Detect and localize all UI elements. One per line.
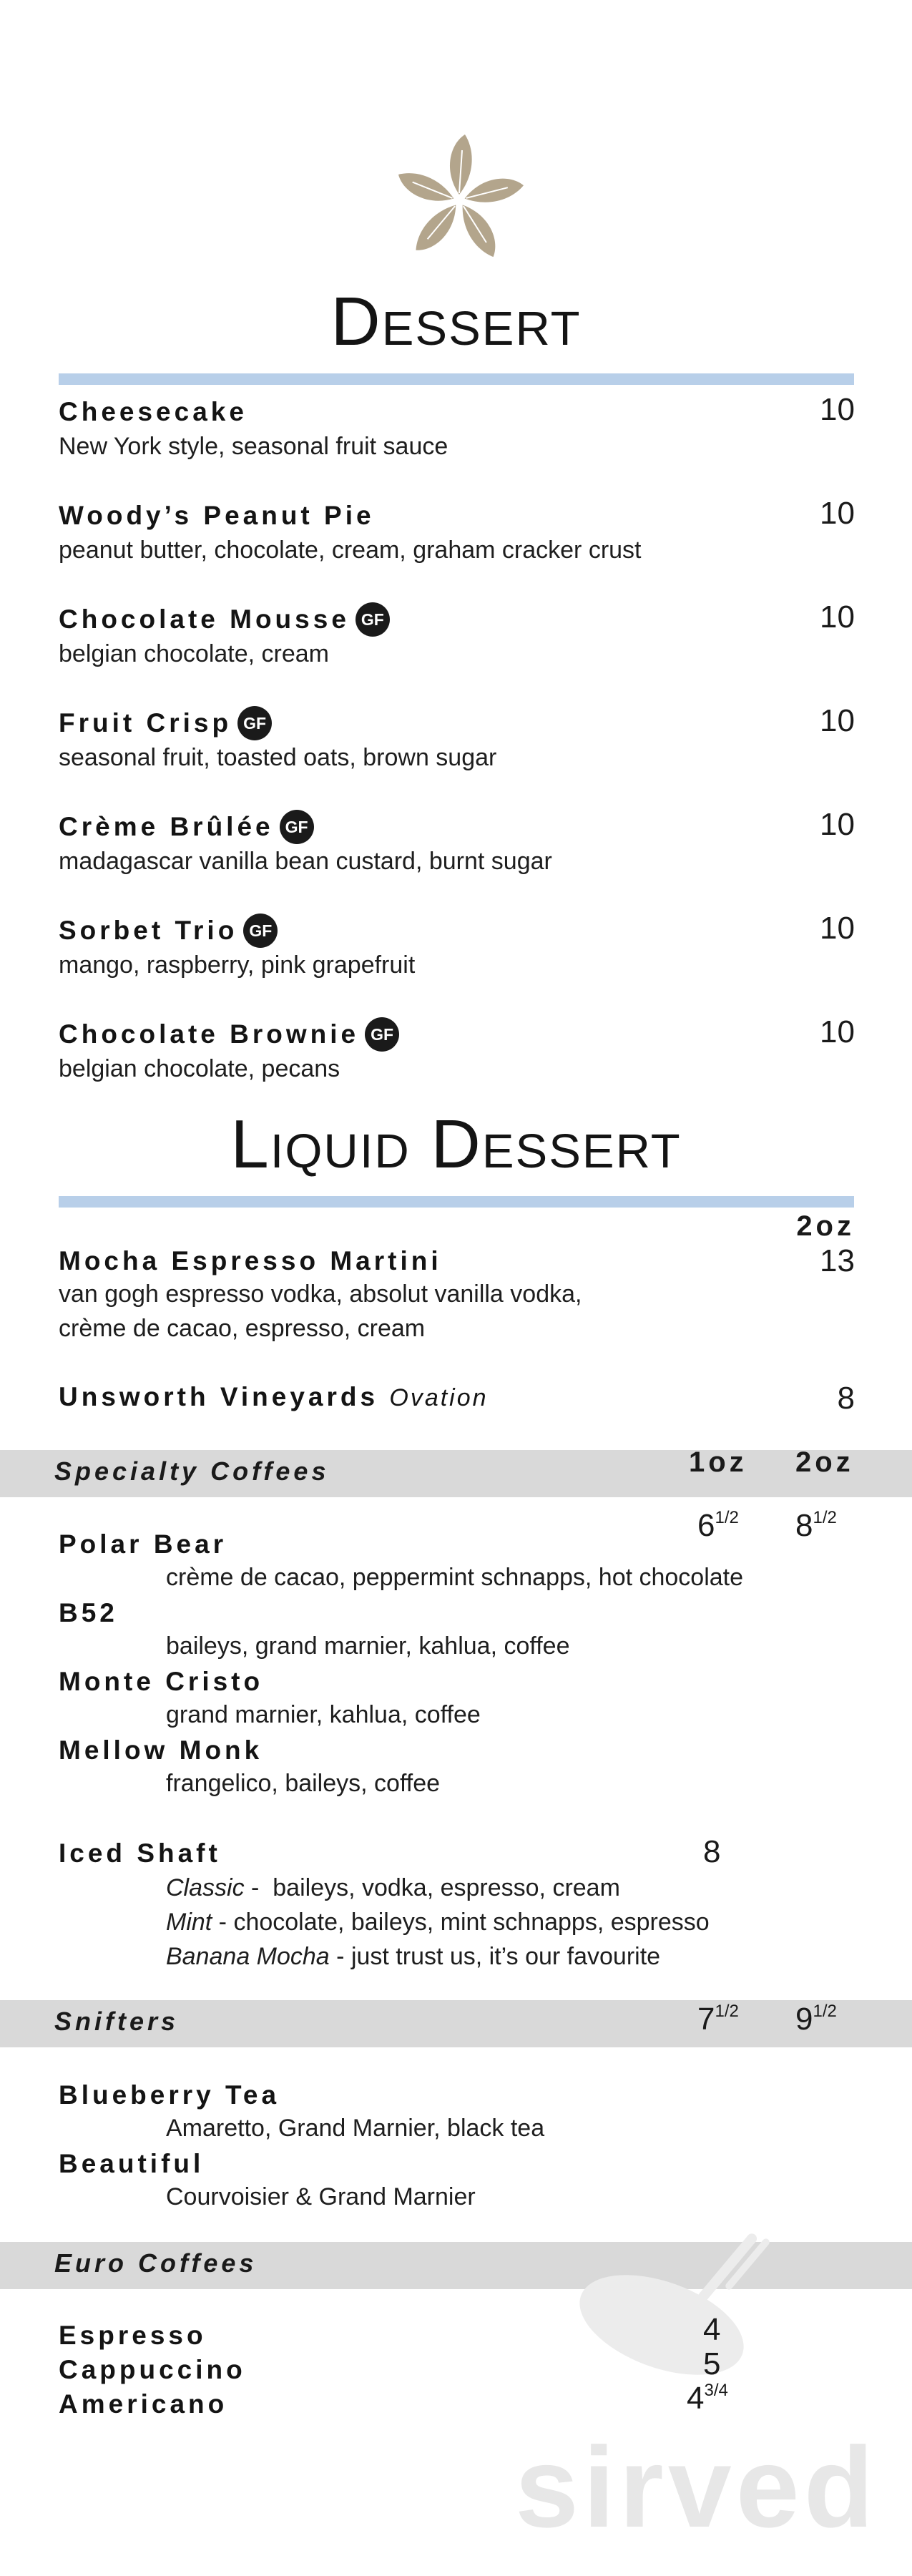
price-whole: 7 xyxy=(697,2002,715,2037)
specialty-coffees-label: Specialty Coffees xyxy=(54,1456,330,1486)
item-desc-mousse: belgian chocolate, cream xyxy=(59,640,330,667)
snifters-price-2oz xyxy=(795,2002,837,2037)
item-name-cappuccino: Cappuccino xyxy=(59,2355,246,2384)
item-row-unsworth xyxy=(59,1382,489,1412)
item-price-cheesecake: 10 xyxy=(820,392,855,427)
price-fraction: 1/2 xyxy=(813,1508,837,1527)
item-desc-martini-line1: van gogh espresso vodka, absolut vanilla vodka, xyxy=(59,1280,582,1308)
item-name-mousse: Chocolate Mousse xyxy=(59,604,350,634)
item-price-mousse: 10 xyxy=(820,599,855,635)
item-price-iced-shaft: 8 xyxy=(703,1834,721,1869)
item-row-brownie xyxy=(59,1017,399,1052)
price-fraction: 1/2 xyxy=(715,1508,739,1527)
variant-desc: baileys, vodka, espresso, cream xyxy=(273,1874,620,1901)
item-desc-martini-line2: crème de cacao, espresso, cream xyxy=(59,1315,426,1342)
liquid-dessert-rule xyxy=(59,1196,854,1208)
item-name-unsworth: Unsworth Vineyards xyxy=(59,1382,379,1411)
variant-desc: just trust us, it’s our favourite xyxy=(350,1943,661,1970)
col-header-2oz: 2oz xyxy=(795,1446,854,1478)
liquid-size-header: 2oz xyxy=(796,1210,855,1242)
item-desc-peanut-pie: peanut butter, chocolate, cream, graham cracker crust xyxy=(59,537,642,564)
item-desc-brownie: belgian chocolate, pecans xyxy=(59,1055,340,1082)
col-header-1oz: 1oz xyxy=(689,1446,747,1478)
price-fraction: 1/2 xyxy=(813,2002,837,2021)
item-name-cheesecake: Cheesecake xyxy=(59,397,247,426)
item-price-peanut-pie: 10 xyxy=(820,496,855,531)
variant-sep: - xyxy=(244,1874,273,1901)
item-name-polar-bear: Polar Bear xyxy=(59,1529,227,1559)
iced-variant-mint xyxy=(166,1909,710,1936)
gluten-free-badge: GF xyxy=(280,810,314,844)
item-desc-blueberry-tea: Amaretto, Grand Marnier, black tea xyxy=(166,2115,545,2142)
item-price-americano xyxy=(687,2381,728,2416)
item-desc-polar-bear: crème de cacao, peppermint schnapps, hot chocolate xyxy=(166,1564,744,1591)
price-whole: 6 xyxy=(697,1508,715,1543)
item-desc-creme-brulee: madagascar vanilla bean custard, burnt sugar xyxy=(59,848,552,875)
item-name-fruit-crisp: Fruit Crisp xyxy=(59,708,232,738)
sirved-watermark-text: sirved xyxy=(515,2423,878,2551)
item-desc-cheesecake: New York style, seasonal fruit sauce xyxy=(59,433,448,460)
dessert-heading-text: Dessert xyxy=(330,283,582,360)
euro-coffees-label: Euro Coffees xyxy=(54,2248,258,2278)
price-fraction: 3/4 xyxy=(704,2381,728,2400)
variant-label: Classic xyxy=(166,1874,245,1901)
item-desc-sorbet: mango, raspberry, pink grapefruit xyxy=(59,951,416,979)
item-price-sorbet: 10 xyxy=(820,911,855,946)
item-desc-monte-cristo: grand marnier, kahlua, coffee xyxy=(166,1701,481,1728)
item-name-martini: Mocha Espresso Martini xyxy=(59,1246,442,1275)
iced-variant-banana-mocha xyxy=(166,1943,660,1971)
item-name-monte-cristo: Monte Cristo xyxy=(59,1667,264,1696)
item-desc-beautiful: Courvoisier & Grand Marnier xyxy=(166,2183,476,2210)
item-wine-ovation: Ovation xyxy=(389,1384,489,1411)
item-price-brownie: 10 xyxy=(820,1014,855,1049)
price-whole: 5 xyxy=(703,2346,721,2381)
snifters-label: Snifters xyxy=(54,2007,180,2036)
item-name-americano: Americano xyxy=(59,2389,228,2419)
item-name-peanut-pie: Woody’s Peanut Pie xyxy=(59,501,375,530)
item-row-sorbet xyxy=(59,914,278,948)
item-name-blueberry-tea: Blueberry Tea xyxy=(59,2080,280,2110)
variant-label: Banana Mocha xyxy=(166,1943,330,1970)
item-row-creme-brulee xyxy=(59,810,314,844)
specialty-price-1oz xyxy=(697,1508,739,1544)
dessert-heading xyxy=(0,283,912,361)
iced-variant-classic xyxy=(166,1874,620,1902)
dessert-rule xyxy=(59,373,854,385)
item-desc-fruit-crisp: seasonal fruit, toasted oats, brown sugar xyxy=(59,744,497,771)
item-desc-b52: baileys, grand marnier, kahlua, coffee xyxy=(166,1632,570,1660)
snifters-price-1oz xyxy=(697,2002,739,2037)
item-name-brownie: Chocolate Brownie xyxy=(59,1019,360,1049)
specialty-price-2oz xyxy=(795,1508,837,1544)
price-whole: 4 xyxy=(687,2381,705,2416)
variant-sep: - xyxy=(329,1943,351,1970)
gluten-free-badge: GF xyxy=(243,914,278,948)
item-price-creme-brulee: 10 xyxy=(820,807,855,842)
item-price-martini: 13 xyxy=(820,1243,855,1278)
item-price-fruit-crisp: 10 xyxy=(820,703,855,738)
item-name-beautiful: Beautiful xyxy=(59,2149,205,2178)
gluten-free-badge: GF xyxy=(237,706,272,740)
item-name-espresso: Espresso xyxy=(59,2321,207,2350)
variant-label: Mint xyxy=(166,1909,212,1936)
item-price-cappuccino xyxy=(703,2346,720,2382)
item-name-b52: B52 xyxy=(59,1598,118,1627)
price-whole: 8 xyxy=(795,1508,813,1543)
item-name-sorbet: Sorbet Trio xyxy=(59,916,238,945)
leaf-logo-icon xyxy=(383,129,536,272)
gluten-free-badge: GF xyxy=(356,602,390,637)
liquid-dessert-heading-text: Liquid Dessert xyxy=(230,1106,682,1182)
item-name-iced-shaft: Iced Shaft xyxy=(59,1838,221,1868)
item-row-fruit-crisp xyxy=(59,706,272,740)
item-row-mousse xyxy=(59,602,390,637)
gluten-free-badge: GF xyxy=(365,1017,399,1052)
item-price-unsworth: 8 xyxy=(837,1381,855,1416)
item-name-mellow-monk: Mellow Monk xyxy=(59,1735,263,1765)
liquid-dessert-heading xyxy=(0,1105,912,1184)
price-whole: 4 xyxy=(703,2312,721,2347)
price-fraction: 1/2 xyxy=(715,2002,739,2021)
variant-sep: - xyxy=(212,1909,234,1936)
item-price-espresso xyxy=(703,2312,720,2348)
variant-desc: chocolate, baileys, mint schnapps, espresso xyxy=(233,1909,710,1936)
price-whole: 9 xyxy=(795,2002,813,2037)
item-desc-mellow-monk: frangelico, baileys, coffee xyxy=(166,1770,441,1797)
item-name-creme-brulee: Crème Brûlée xyxy=(59,812,274,841)
